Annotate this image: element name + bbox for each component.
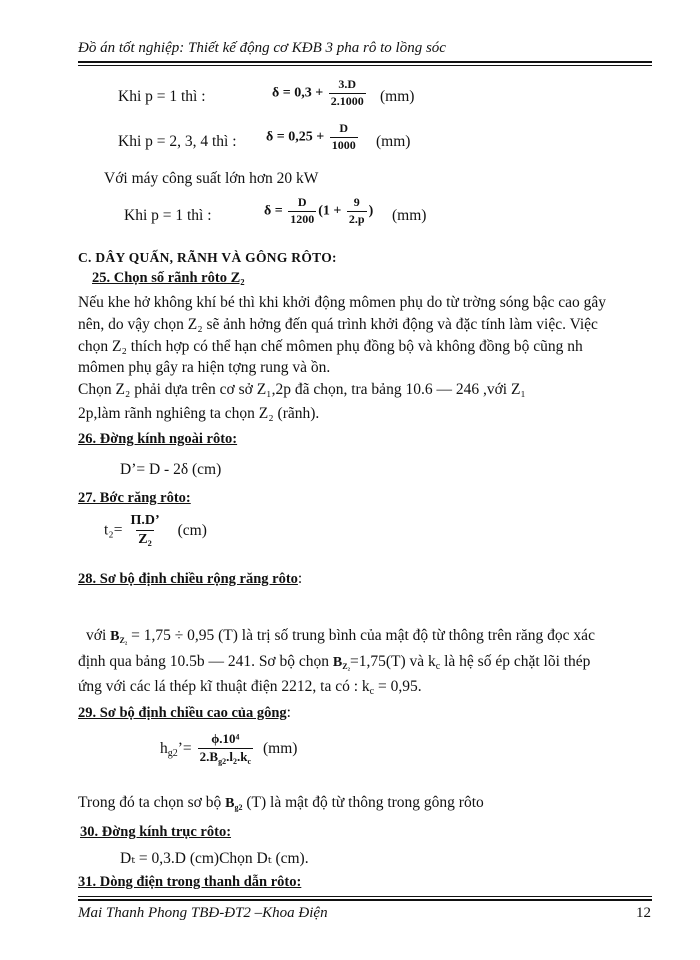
header-title: Đồ án tốt nghiệp: Thiết kế động cơ KĐB 3 pha rô to lồng sóc — [78, 40, 446, 56]
s26-heading: 26. Đờng kính ngoài rôto: — [78, 431, 238, 447]
s27-den: Z₂ — [138, 532, 152, 548]
power-note: Với máy công suất lớn hơn 20 kW — [104, 170, 319, 187]
s29-bg-b: B — [225, 796, 235, 811]
formula-2-unit: (mm) — [376, 133, 411, 150]
s28-bz-symbol-2 — [333, 655, 350, 670]
s28-l2-c: là hệ số ép chặt lõi thép — [440, 653, 591, 670]
s28-bz-b: B — [110, 629, 120, 644]
s28-heading: 28. Sơ bộ định chiều rộng răng rôto — [78, 571, 298, 587]
formula-3-close: ) — [368, 203, 374, 219]
s28-line-2 — [78, 653, 590, 672]
s29-lhs-h: h — [160, 739, 168, 757]
footer-author: Mai Thanh Phong TBĐ-ĐT2 –Khoa Điện — [78, 905, 328, 921]
s31-heading: 31. Dòng điện trong thanh dẫn rôto: — [78, 874, 302, 890]
section-c-title: C. DÂY QUẤN, RÃNH VÀ GÔNG RÔTO: — [78, 250, 337, 265]
s25-para-line-1: Nếu khe hở không khí bé thì khi khởi động mômen phụ do từ trờng sóng bậc cao gây — [78, 294, 607, 311]
s28-l1-a: với — [86, 627, 107, 644]
formula-2-den: 1000 — [331, 137, 356, 152]
footer-rule-thin — [78, 896, 652, 897]
s29-den-end: .k — [236, 748, 248, 764]
formula-2-fraction — [330, 122, 358, 153]
s28-l3-end: = 0,95. — [374, 678, 422, 695]
formula-3 — [264, 196, 373, 227]
s25-para2-line-2: 2p,làm rãnh nghiêng ta chọn Z₂ (rãnh). — [78, 405, 320, 422]
s29-bg-sub: g2 — [234, 803, 243, 812]
formula-3-inner-fraction — [347, 196, 367, 227]
formula-1-num: 3.D — [338, 77, 357, 91]
s25-para2-line-1: Chọn Z₂ phải dựa trên cơ sở Z₁,2p đã chọn, tra bảng 10.6 — 246 ,với Z₁ — [78, 381, 526, 398]
s25-heading: 25. Chọn số rãnh rôto Z₂ — [92, 270, 245, 286]
formula-3-den: 1200 — [290, 211, 315, 226]
s29-note — [78, 794, 484, 812]
s29-heading-row — [78, 704, 291, 722]
s28-line-1 — [86, 627, 595, 645]
s28-l2-a: định qua bảng 10.5b — 241. Sơ bộ chọn — [78, 653, 330, 670]
formula-2 — [266, 122, 360, 153]
s29-lhs-sub: g2 — [167, 747, 178, 759]
s30-heading: 30. Đờng kính trục rôto: — [80, 824, 232, 840]
formula-3-lhs: δ = — [264, 203, 283, 219]
formula-3-inner-num: 9 — [353, 195, 360, 209]
s29-formula — [160, 732, 297, 766]
s27-unit: (cm) — [177, 521, 207, 539]
s28-bz-sub: Z₂ — [119, 636, 128, 645]
s28-l1-b: = 1,75 ÷ 0,95 (T) là trị số trung bình của mật độ từ thông trên răng đọc xác — [131, 627, 595, 644]
s29-note-b: (T) là mật độ từ thông trong gông rôto — [246, 794, 484, 811]
s28-kc-sub: c — [435, 661, 441, 672]
s29-unit: (mm) — [263, 740, 298, 758]
s29-den-sub3: c — [247, 756, 251, 766]
formula-3-mid: (1 + — [318, 203, 342, 219]
formula-3-unit: (mm) — [392, 207, 427, 224]
s28-bz-b-2: B — [332, 655, 343, 670]
formula-1-den: 2.1000 — [330, 93, 364, 108]
formula-3-inner-den: 2.p — [348, 211, 365, 226]
s25-para-line-2: nên, do vậy chọn Z₂ sẽ ảnh hởng đến quá trình khởi động và đặc tính làm việc. Việc — [78, 316, 598, 333]
footer-rule — [78, 899, 652, 901]
s28-l3: ứng với các lá thép kĩ thuật điện 2212, ta có : k — [78, 678, 370, 695]
s28-bz-sub-2: Z₂ — [342, 662, 350, 671]
formula-3-label: Khi p = 1 thì : — [124, 207, 212, 224]
formula-2-label: Khi p = 2, 3, 4 thì : — [118, 133, 237, 150]
s29-den-a: 2.B — [199, 748, 219, 764]
s28-heading-row — [78, 570, 302, 588]
formula-1-unit: (mm) — [380, 88, 415, 105]
s25-para-line-3: chọn Z₂ thích hợp có thể hạn chế mômen phụ đồng bộ và không đồng bộ cũng nh — [78, 338, 583, 355]
s25-para-line-4: mômen phụ gây ra hiện tợng rung và ồn. — [78, 359, 331, 376]
s29-bg-symbol — [225, 796, 242, 811]
s28-line-3 — [78, 678, 422, 697]
formula-3-num: D — [297, 195, 307, 209]
formula-1-fraction — [329, 78, 366, 109]
formula-1-label: Khi p = 1 thì : — [118, 88, 206, 105]
s27-formula — [104, 513, 207, 548]
s29-heading-colon: : — [286, 704, 291, 721]
s27-fraction — [128, 513, 161, 548]
formula-2-lhs: δ = 0,25 + — [266, 129, 325, 145]
s29-lhs — [160, 740, 192, 757]
s26-formula: D’= D - 2δ (cm) — [120, 461, 222, 478]
formula-3-fraction — [288, 196, 316, 227]
s27-num: Π.D’ — [130, 513, 160, 528]
formula-1 — [272, 78, 368, 109]
header-rule-thin — [78, 65, 652, 66]
s29-den — [198, 748, 253, 766]
formula-2-num: D — [339, 121, 349, 135]
s27-lhs: t₂= — [104, 521, 123, 539]
s28-l2-b: =1,75(T) và k — [349, 653, 436, 670]
s29-note-a: Trong đó ta chọn sơ bộ — [78, 794, 222, 811]
s29-fraction — [198, 732, 253, 766]
page-number: 12 — [636, 905, 651, 921]
s29-den-sub1: g2 — [218, 756, 227, 766]
s29-den-sub2: 2 — [232, 756, 237, 766]
s28-heading-colon: : — [297, 570, 303, 587]
s27-heading: 27. Bớc răng rôto: — [78, 490, 191, 506]
s30-formula: Dₜ = 0,3.D (cm)Chọn Dₜ (cm). — [120, 850, 309, 867]
header-rule — [78, 61, 652, 63]
s29-lhs-end: ’= — [177, 739, 192, 757]
s29-num: ϕ.10⁴ — [211, 731, 240, 746]
s28-bz-symbol — [110, 629, 127, 644]
s29-heading: 29. Sơ bộ định chiều cao của gông — [78, 705, 287, 721]
formula-1-lhs: δ = 0,3 + — [272, 85, 324, 101]
s29-den-mid: .l — [226, 748, 233, 764]
s28-kc-sub-2: c — [369, 686, 375, 697]
